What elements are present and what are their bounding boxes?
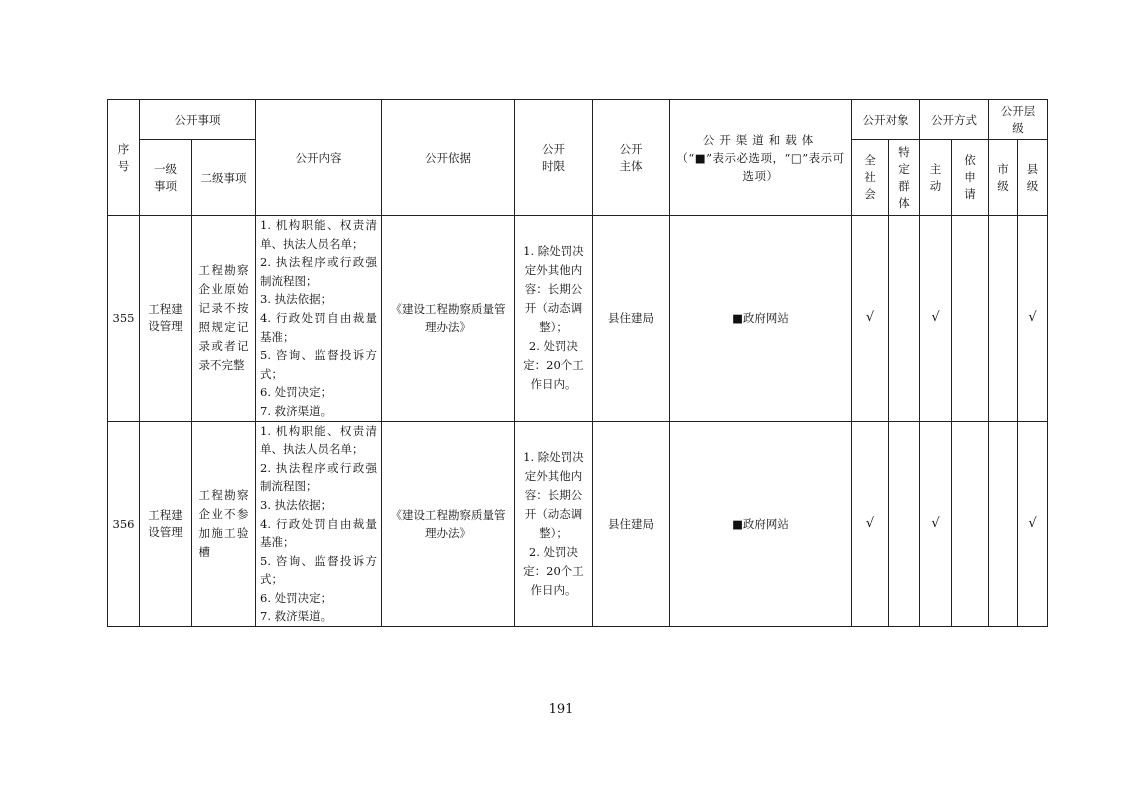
header-audience-specific: 特定群体	[889, 140, 920, 216]
check-county: √	[1018, 216, 1048, 422]
header-level-county: 县级	[1018, 140, 1048, 216]
row-seq: 356	[108, 421, 140, 627]
row-level2: 工程勘察企业不参加施工验槽	[192, 421, 256, 627]
time-limit-item: 1. 除处罚决定外其他内容：长期公开（动态调整）；	[523, 449, 584, 540]
row-seq: 355	[108, 216, 140, 422]
check-all-society: √	[852, 421, 889, 627]
header-seq: 序号	[108, 100, 140, 216]
table-row	[108, 216, 1048, 422]
content-item: 7. 救济渠道。	[260, 403, 333, 418]
row-level2: 工程勘察企业原始记录不按照规定记录或者记录不完整	[192, 216, 256, 422]
check-on-request	[952, 216, 989, 422]
row-subject: 县住建局	[593, 216, 670, 422]
row-level1: 工程建设管理	[140, 216, 192, 422]
header-basis: 公开依据	[382, 100, 515, 216]
check-specific-group	[889, 421, 920, 627]
header-method: 公开方式	[920, 100, 989, 140]
check-active: √	[920, 216, 952, 422]
content-item: 3. 执法依据；	[260, 497, 333, 512]
header-time-limit: 公开时限	[515, 100, 593, 216]
content-item: 4. 行政处罚自由裁量基准；	[260, 310, 377, 344]
content-item: 4. 行政处罚自由裁量基准；	[260, 516, 377, 550]
check-all-society: √	[852, 216, 889, 422]
content-list	[256, 422, 381, 627]
header-level1: 一级事项	[140, 140, 192, 216]
check-on-request	[952, 421, 989, 627]
row-time-limit	[515, 421, 593, 627]
header-channel-title: 公开渠道和载体	[702, 132, 819, 147]
row-channel: ■政府网站	[670, 421, 852, 627]
header-level: 公开层级	[989, 100, 1048, 140]
disclosure-table	[107, 99, 1048, 627]
check-active: √	[920, 421, 952, 627]
content-list	[256, 216, 381, 421]
row-basis: 《建设工程勘察质量管理办法》	[382, 216, 515, 422]
content-item: 6. 处罚决定；	[260, 385, 333, 400]
header-audience: 公开对象	[852, 100, 920, 140]
time-limit-item: 2. 处罚决定：20个工作日内。	[523, 544, 584, 597]
content-item: 1. 机构职能、权责清单、执法人员名单；	[260, 218, 377, 251]
row-level1: 工程建设管理	[140, 421, 192, 627]
header-channel-note: （“■”表示必选项，“□”表示可选项）	[676, 150, 845, 183]
header-level-city: 市级	[989, 140, 1018, 216]
header-content: 公开内容	[256, 100, 382, 216]
header-matters: 公开事项	[140, 100, 256, 140]
row-content	[256, 216, 382, 422]
header-method-request: 依申请	[952, 140, 989, 216]
header-channel	[670, 100, 852, 216]
page-number: 191	[548, 702, 574, 717]
check-city	[989, 421, 1018, 627]
row-time-limit	[515, 216, 593, 422]
header-audience-all: 全社会	[852, 140, 889, 216]
header-method-active: 主动	[920, 140, 952, 216]
row-basis: 《建设工程勘察质量管理办法》	[382, 421, 515, 627]
row-subject: 县住建局	[593, 421, 670, 627]
content-item: 5. 咨询、监督投诉方式；	[260, 348, 377, 381]
content-item: 7. 救济渠道。	[260, 609, 333, 624]
header-row-top	[108, 100, 1048, 140]
time-limit-item: 1. 除处罚决定外其他内容：长期公开（动态调整）；	[523, 244, 584, 335]
content-item: 5. 咨询、监督投诉方式；	[260, 553, 377, 587]
check-specific-group	[889, 216, 920, 422]
check-city	[989, 216, 1018, 422]
content-item: 2. 执法程序或行政强制流程图；	[260, 255, 377, 288]
header-level2: 二级事项	[192, 140, 256, 216]
content-item: 6. 处罚决定；	[260, 590, 333, 605]
content-item: 2. 执法程序或行政强制流程图；	[260, 460, 377, 494]
row-channel: ■政府网站	[670, 216, 852, 422]
check-county: √	[1018, 421, 1048, 627]
content-item: 3. 执法依据；	[260, 292, 333, 307]
table-row	[108, 421, 1048, 627]
row-content	[256, 421, 382, 627]
time-limit-item: 2. 处罚决定：20个工作日内。	[523, 339, 584, 392]
header-subject: 公开主体	[593, 100, 670, 216]
content-item: 1. 机构职能、权责清单、执法人员名单；	[260, 423, 377, 457]
